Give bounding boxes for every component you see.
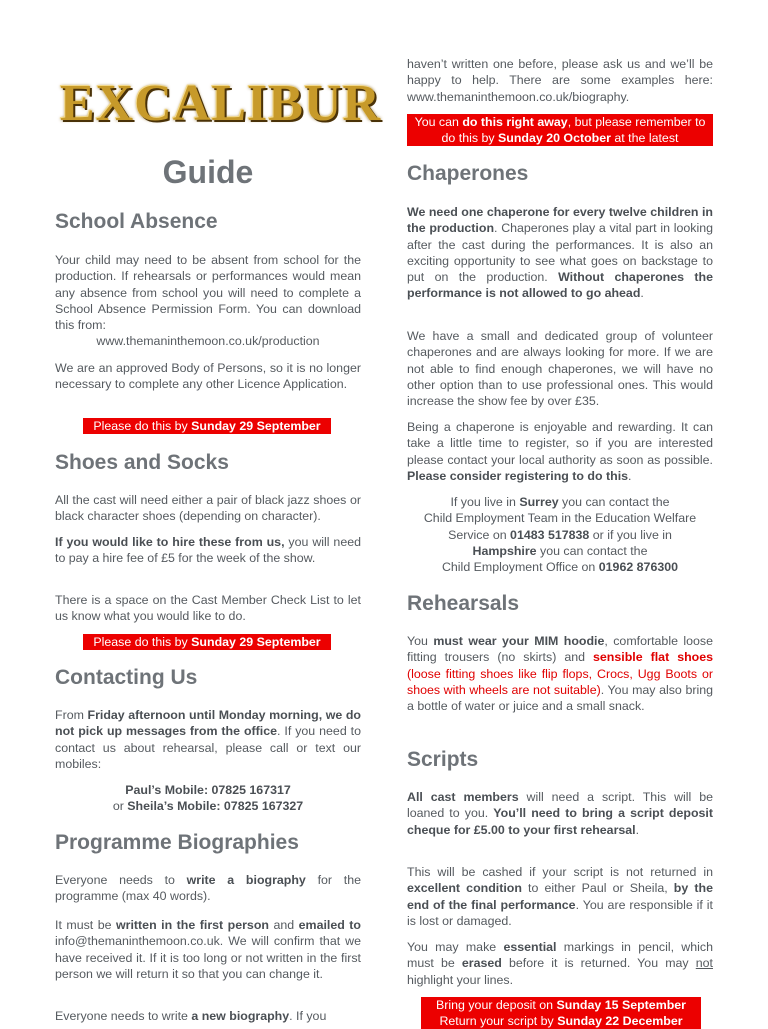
biographies-p1: Everyone needs to write a biography for the programme (max 40 words). [55, 873, 361, 904]
chaperones-p1: We need one chaperone for every twelve children in the production. Chaperones play a vital part in looking after the cast during the performances. It is also an exciting opportunity to see what goes on backstage to put on the production. Without chaperones the performance is not allowed to go ahead. [407, 205, 713, 301]
biographies-p2: It must be written in the first person and emailed to info@themaninthemoon.co.uk. We will confirm that we have received it. If it is too long or not written in the first person we will return it so that you can change it. [55, 918, 361, 981]
logo-text: EXCALIBUR [60, 75, 382, 132]
contact-heading: Contacting Us [55, 666, 198, 689]
school-absence-heading: School Absence [55, 210, 218, 233]
shoes-p1: All the cast will need either a pair of black jazz shoes or black character shoes (depending on character). [55, 493, 361, 524]
shoes-p3: There is a space on the Cast Member Check List to let us know what you would like to do. [55, 593, 361, 624]
rehearsals-p1: You must wear your MIM hoodie, comfortable loose fitting trousers (no skirts) and sensible flat shoes (loose fitting shoes like flip flops, Crocs, Ugg Boots or shoes with wheels are not suitable). You may also bring a bottle of water or juice and a small snack. [407, 634, 714, 714]
chaperones-p3: Being a chaperone is enjoyable and rewarding. It can take a little time to register, so if you are interested please contact your local authority as soon as possible. Please consider registering to do this. [407, 420, 713, 483]
scripts-p2: This will be cashed if your script is not returned in excellent condition to either Paul or Sheila, by the end of the final performance. You are responsible if it is lost or damaged. [407, 865, 714, 928]
biographies-p3: Everyone needs to write a new biography. If you [55, 1009, 327, 1023]
scripts-return-deadline: Return your script by Sunday 22 December [421, 1013, 701, 1029]
biographies-heading: Programme Biographies [55, 831, 299, 854]
contact-p1: From Friday afternoon until Monday morning, we do not pick up messages from the office. If you need to contact us about rehearsal, please call or text our mobiles: [55, 708, 361, 771]
school-absence-deadline: Please do this by Sunday 29 September [83, 418, 331, 434]
page-title: Guide [162, 154, 254, 190]
scripts-heading: Scripts [407, 748, 479, 771]
shoes-p2: If you would like to hire these from us, you will need to pay a hire fee of £5 for the week of the show. [55, 535, 361, 566]
shoes-deadline: Please do this by Sunday 29 September [83, 634, 331, 650]
excalibur-logo [60, 74, 382, 134]
paul-mobile: Paul’s Mobile: 07825 167317 [125, 783, 291, 797]
school-absence-p1: Your child may need to be absent from school for the production. If rehearsals or performances would mean any absence from school you will need to complete a School Absence Permission Form. You can download this from: [55, 253, 361, 333]
sheila-mobile: or Sheila’s Mobile: 07825 167327 [112, 799, 304, 813]
chaperones-p2: We have a small and dedicated group of volunteer chaperones and are always looking for more. If we are not able to find enough chaperones, we will have no other option than to use professional ones. This would increase the show fee by over £35. [407, 329, 713, 409]
school-absence-p2: We are an approved Body of Persons, so it is no longer necessary to complete any other Licence Application. [55, 361, 361, 392]
rehearsals-heading: Rehearsals [407, 592, 520, 615]
school-absence-url: www.themaninthemoon.co.uk/production [96, 334, 320, 348]
scripts-p3: You may make essential markings in pencil, which must be erased before it is returned. You may not highlight your lines. [407, 940, 713, 987]
biographies-p4: haven’t written one before, please ask us and we’ll be happy to help. There are some examples here: www.themaninthemoon.co.uk/biography. [407, 57, 713, 104]
scripts-p1: All cast members will need a script. This will be loaned to you. You’ll need to bring a script deposit cheque for £5.00 to your first rehearsal. [407, 790, 713, 837]
chaperones-heading: Chaperones [407, 162, 529, 185]
chaperones-contact: If you live in Surrey you can contact the Child Employment Team in the Education Welfare Service on 01483 517838 or if you live in Hampshire you can contact the Child Employment Office on 01962 876300 [423, 495, 697, 575]
shoes-heading: Shoes and Socks [55, 451, 229, 474]
scripts-deposit-deadline: Bring your deposit on Sunday 15 September [421, 997, 701, 1013]
biographies-deadline: You can do this right away, but please remember to do this by Sunday 20 October at the latest [407, 114, 713, 146]
